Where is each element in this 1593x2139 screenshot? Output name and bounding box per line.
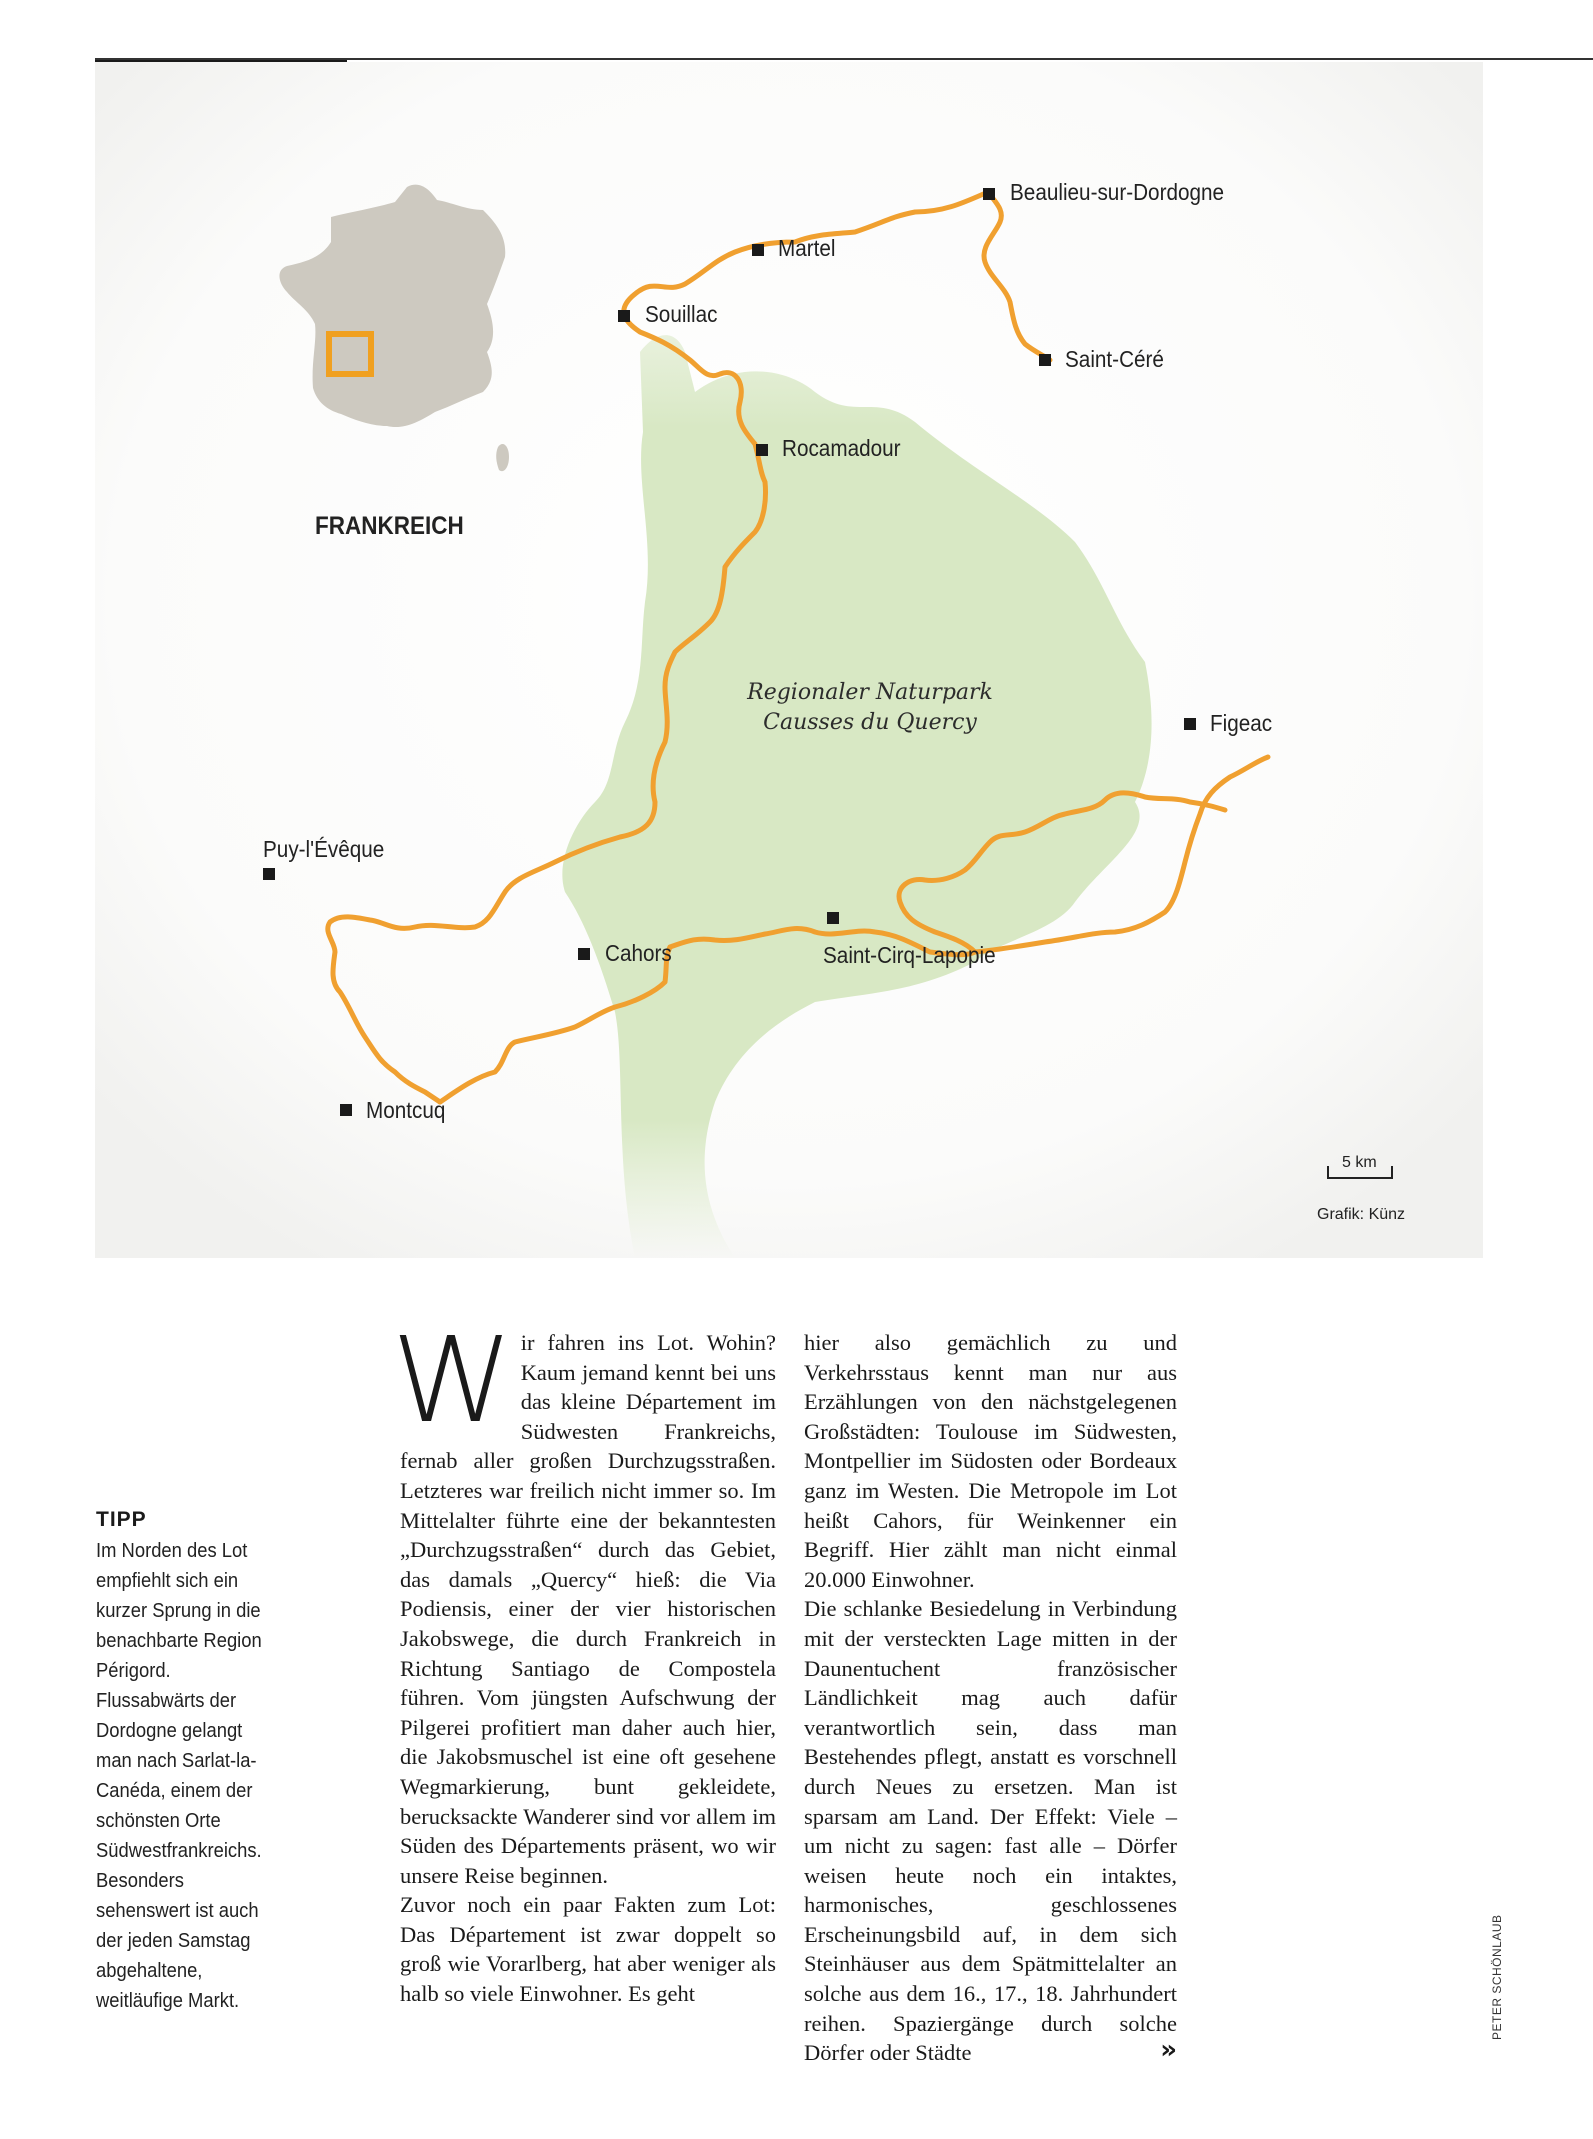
marker-saint-cirq [827, 912, 839, 924]
inset-label-frankreich: FRANKREICH [315, 512, 464, 540]
label-saint-cere: Saint-Céré [1065, 346, 1164, 372]
article-col1-p2: Zuvor noch ein paar Fakten zum Lot: Das Département ist zwar doppelt so groß wie Vorarlberg, hat aber weniger als halb so viele Einwohner. Es geht [400, 1892, 776, 2007]
marker-cahors [578, 948, 590, 960]
dropcap: W [391, 1311, 514, 1449]
marker-rocamadour [756, 444, 768, 456]
tipp-text: Im Norden des Lot empfiehlt sich ein kurzer Sprung in die benachbarte Region Périgord. Flussabwärts der Dordogne gelangt man nach Sarlat-la-Canéda, einem der schönsten Orte Südwestfrankreichs. Besonders sehenswert ist auch der jeden Samstag abgehaltene, weitläufige Markt. [96, 1540, 262, 2012]
article-column-1 [391, 1311, 776, 2009]
label-puy: Puy-l'Évêque [263, 836, 385, 862]
label-beaulieu: Beaulieu-sur-Dordogne [1010, 179, 1225, 205]
marker-martel [752, 244, 764, 256]
marker-souillac [618, 310, 630, 322]
label-souillac: Souillac [645, 301, 718, 327]
label-rocamadour: Rocamadour [782, 435, 901, 461]
park-label-line1: Regionaler Naturpark [747, 680, 993, 705]
article-col2-p1: hier also gemächlich zu und Verkehrsstaus kennt man nur aus Erzählungen von den nächstgelegenen Großstädten: Toulouse im Südwesten, Montpellier im Südosten oder Bordeaux ganz im Westen. Die Metropole im Lot heißt Cahors, für Weinkenner ein Begriff. Hier zählt man nicht einmal 20.000 Einwohner. [804, 1330, 1177, 1592]
scale-label: 5 km [1342, 1154, 1377, 1171]
park-label-line2: Causses du Quercy [763, 710, 977, 735]
park-label [695, 678, 1045, 738]
article-paragraph [804, 1594, 1177, 2068]
article-column-2 [804, 1328, 1177, 2068]
label-saint-cirq: Saint-Cirq-Lapopie [823, 942, 996, 968]
marker-puy [263, 868, 275, 880]
label-martel: Martel [778, 235, 836, 261]
marker-figeac [1184, 718, 1196, 730]
continue-arrow-icon: » [1160, 2035, 1177, 2066]
marker-beaulieu [983, 188, 995, 200]
marker-saint-cere [1039, 354, 1051, 366]
label-montcuq: Montcuq [366, 1097, 446, 1123]
tipp-heading: TIPP [96, 1508, 147, 1531]
route-map [95, 62, 1483, 1258]
article-col1-p1: ir fahren ins Lot. Wohin? Kaum jemand kennt bei uns das kleine Département im Südwesten Frankreichs, fernab aller großen Durchzugsstraßen. Letzteres war freilich nicht immer so. Im Mittelalter führte eine der bekanntesten „Durchzugsstraßen“ durch das Gebiet, das damals „Quercy“ hieß: die Via Podiensis, einer der vier historischen Jakobswege, die durch Frankreich in Richtung Santiago de Compostela führen. Vom jüngsten Aufschwung der Pilgerei profitiert man daher auch hier, die Jakobsmuschel ist eine oft gesehene Wegmarkierung, bunt gekleidete, berucksackte Wanderer sind vor allem im Süden des Départements präsent, wo wir unsere Reise beginnen. [400, 1330, 776, 1888]
article-col2-p2: Die schlanke Besiedelung in Verbindung mit der versteckten Lage mitten in der Daunentuchent französischer Ländlichkeit mag auch dafür verantwortlich sein, dass man Bestehendes pflegt, anstatt es vorschnell durch Neues zu ersetzen. Man ist sparsam am Land. Der Effekt: Viele – um nicht zu sagen: fast alle – Dörfer weisen heute noch ein intaktes, harmonisches, geschlossenes Erscheinungsbild auf, in dem sich Steinhäuser aus dem Spätmittelalter an solche aus dem 16., 17., 18. Jahrhundert reihen. Spaziergänge durch solche Dörfer oder Städte [804, 1596, 1177, 2066]
photo-credit: PETER SCHÖNLAUB [1490, 1914, 1504, 2040]
article-paragraph [391, 1311, 776, 1890]
label-cahors: Cahors [605, 940, 672, 966]
graphic-credit: Grafik: Künz [1317, 1206, 1406, 1223]
marker-montcuq [340, 1104, 352, 1116]
label-figeac: Figeac [1210, 710, 1273, 736]
